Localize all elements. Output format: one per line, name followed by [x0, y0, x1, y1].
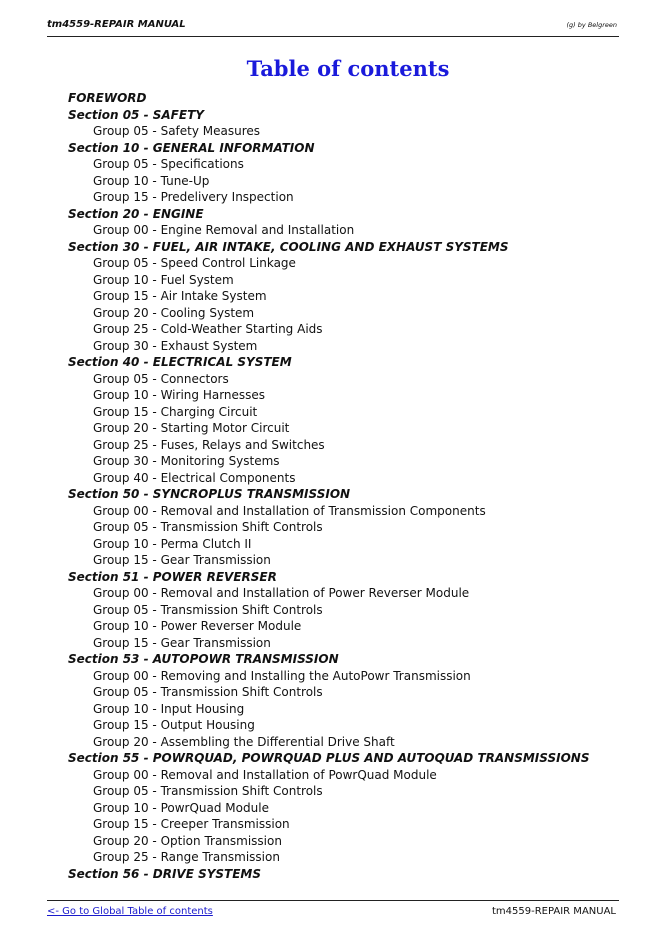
toc-group-link[interactable]: Group 15 - Creeper Transmission: [93, 817, 290, 831]
toc-group-link[interactable]: Group 10 - Tune-Up: [93, 173, 210, 188]
toc-group-link[interactable]: Group 05 - Transmission Shift Controls: [93, 520, 323, 534]
toc-group-link[interactable]: Group 10 - PowrQuad Module: [93, 800, 269, 815]
table-of-contents: [68, 90, 628, 882]
toc-section-link[interactable]: Section 30 - FUEL, AIR INTAKE, COOLING AND EXHAUST SYSTEMS: [68, 239, 509, 254]
toc-section-link[interactable]: Section 40 - ELECTRICAL SYSTEM: [68, 355, 292, 369]
toc-group-link[interactable]: Group 15 - Air Intake System: [93, 289, 267, 303]
toc-group-link[interactable]: Group 30 - Monitoring Systems: [93, 454, 280, 468]
page-header: [47, 17, 619, 37]
toc-group-link[interactable]: Group 15 - Output Housing: [93, 718, 255, 732]
toc-section-link[interactable]: Section 20 - ENGINE: [68, 206, 204, 221]
toc-group-link[interactable]: Group 25 - Cold-Weather Starting Aids: [93, 322, 323, 336]
toc-section-link[interactable]: Section 51 - POWER REVERSER: [68, 569, 277, 584]
toc-group-link[interactable]: Group 05 - Transmission Shift Controls: [93, 602, 323, 617]
toc-group-link[interactable]: Group 20 - Starting Motor Circuit: [93, 421, 290, 435]
toc-group-link[interactable]: Group 20 - Option Transmission: [93, 833, 282, 848]
toc-group-link[interactable]: Group 30 - Exhaust System: [93, 338, 258, 353]
toc-group-link[interactable]: Group 05 - Transmission Shift Controls: [93, 685, 323, 699]
toc-section-link[interactable]: FOREWORD: [68, 91, 147, 105]
toc-section-link[interactable]: Section 10 - GENERAL INFORMATION: [68, 140, 315, 155]
page-footer: [47, 900, 619, 923]
toc-group-link[interactable]: Group 40 - Electrical Components: [93, 470, 296, 485]
toc-group-link[interactable]: Group 15 - Charging Circuit: [93, 404, 258, 419]
toc-group-link[interactable]: Group 05 - Specifications: [93, 157, 244, 171]
toc-group-link[interactable]: Group 05 - Safety Measures: [93, 124, 261, 138]
toc-section-link[interactable]: Section 55 - POWRQUAD, POWRQUAD PLUS AND AUTOQUAD TRANSMISSIONS: [68, 751, 590, 765]
page-title: Table of contents: [246, 56, 450, 81]
toc-group-link[interactable]: Group 10 - Power Reverser Module: [93, 619, 302, 633]
global-toc-link[interactable]: <- Go to Global Table of contents: [47, 906, 213, 917]
toc-section-link[interactable]: Section 05 - SAFETY: [68, 107, 204, 122]
toc-group-link[interactable]: Group 10 - Perma Clutch II: [93, 536, 252, 551]
toc-group-link[interactable]: Group 05 - Speed Control Linkage: [93, 256, 296, 270]
toc-section-link[interactable]: Section 56 - DRIVE SYSTEMS: [68, 866, 262, 881]
toc-group-link[interactable]: Group 10 - Fuel System: [93, 272, 234, 287]
toc-group-link[interactable]: Group 15 - Predelivery Inspection: [93, 190, 294, 204]
toc-group-link[interactable]: Group 25 - Range Transmission: [93, 850, 280, 864]
toc-group-link[interactable]: Group 00 - Removal and Installation of Power Reverser Module: [93, 586, 470, 600]
toc-group-link[interactable]: Group 10 - Input Housing: [93, 701, 245, 716]
toc-section-link[interactable]: Section 50 - SYNCROPLUS TRANSMISSION: [68, 487, 351, 501]
toc-group-link[interactable]: Group 00 - Removal and Installation of Transmission Components: [93, 503, 486, 518]
toc-group-link[interactable]: Group 00 - Removing and Installing the AutoPowr Transmission: [93, 668, 471, 683]
toc-group-link[interactable]: Group 15 - Gear Transmission: [93, 635, 271, 650]
credit-text: (g) by Belgreen: [566, 21, 617, 29]
toc-group-link[interactable]: Group 20 - Assembling the Differential Drive Shaft: [93, 734, 395, 749]
toc-group-link[interactable]: Group 20 - Cooling System: [93, 305, 255, 320]
toc-section-link[interactable]: Section 53 - AUTOPOWR TRANSMISSION: [68, 652, 339, 666]
manual-title: tm4559-REPAIR MANUAL: [47, 19, 186, 30]
toc-group-link[interactable]: Group 25 - Fuses, Relays and Switches: [93, 437, 325, 452]
toc-group-link[interactable]: Group 05 - Transmission Shift Controls: [93, 784, 323, 798]
toc-group-link[interactable]: Group 15 - Gear Transmission: [93, 553, 271, 567]
toc-group-link[interactable]: Group 05 - Connectors: [93, 371, 229, 386]
toc-group-link[interactable]: Group 00 - Removal and Installation of PowrQuad Module: [93, 767, 437, 782]
toc-group-link[interactable]: Group 00 - Engine Removal and Installation: [93, 223, 355, 237]
toc-group-link[interactable]: Group 10 - Wiring Harnesses: [93, 388, 266, 402]
footer-manual-title: tm4559-REPAIR MANUAL: [492, 906, 616, 917]
